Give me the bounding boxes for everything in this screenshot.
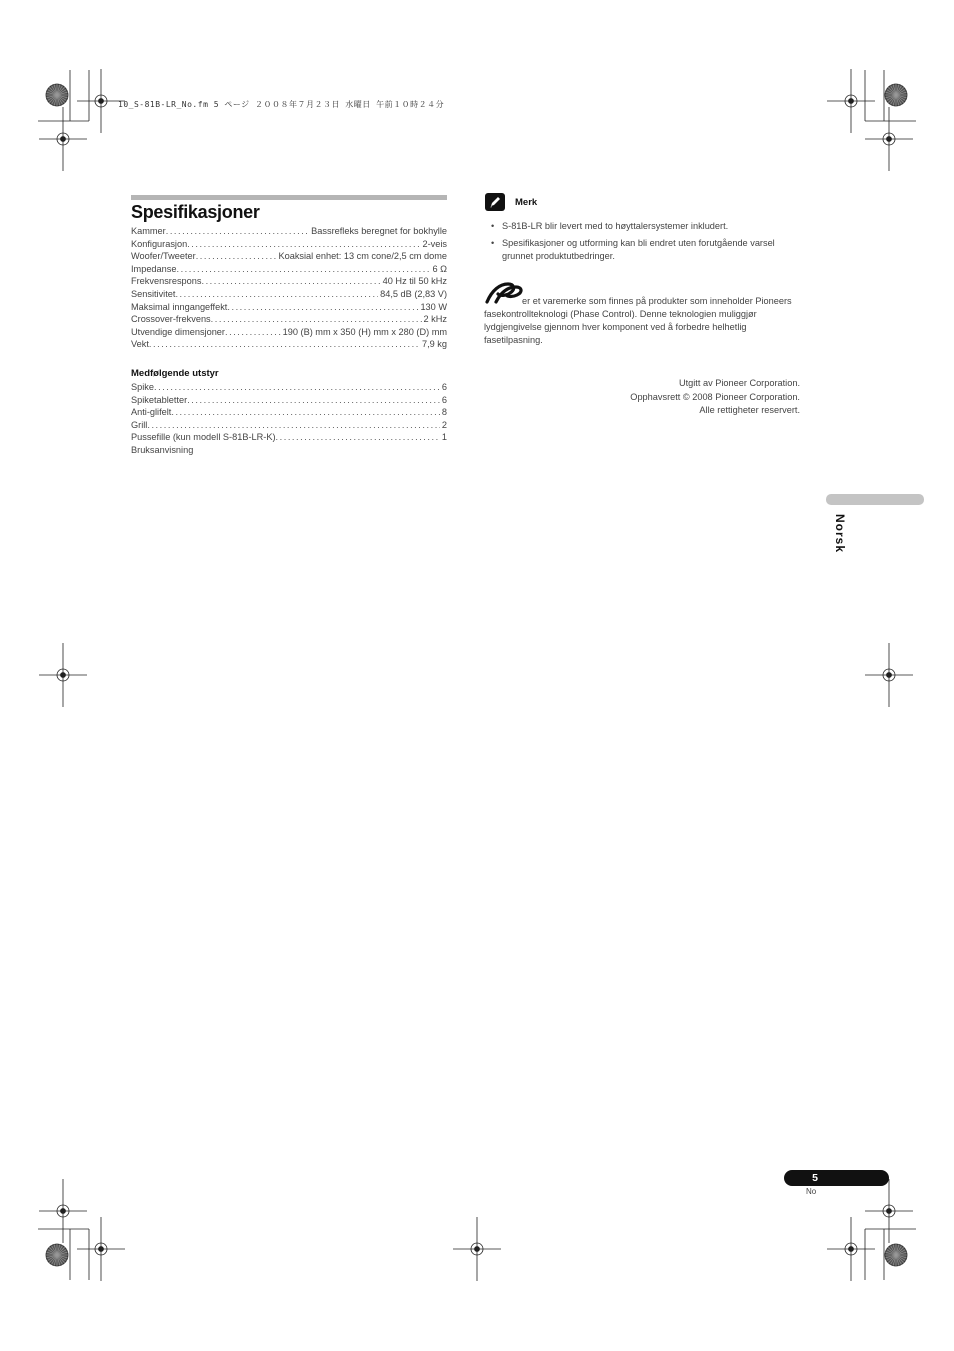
specs-title: Spesifikasjoner <box>131 202 260 222</box>
note-bullets <box>490 220 802 267</box>
publisher-block <box>560 377 800 418</box>
copyright-line: Opphavsrett © 2008 Pioneer Corporation. <box>630 391 800 402</box>
section-title-bar <box>131 195 447 200</box>
accessory-row: Pussefille (kun modell S-81B-LR-K) . . . 1 <box>131 431 447 444</box>
registration-rosette <box>885 84 907 106</box>
spec-row: Impedanse . . . 6 Ω <box>131 263 447 276</box>
crosshair-mark <box>827 69 875 133</box>
page-language-code: No <box>806 1187 817 1196</box>
rights-line: Alle rettigheter reservert. <box>699 405 800 415</box>
crosshair-mark <box>827 1217 875 1281</box>
language-tab <box>826 494 924 505</box>
spec-row: Sensitivitet . . . 84,5 dB (2,83 V) <box>131 288 447 301</box>
spec-row: Frekvensrespons . . . 40 Hz til 50 kHz <box>131 275 447 288</box>
accessory-row: Spike . . . 6 <box>131 381 447 394</box>
crosshair-mark <box>865 107 913 171</box>
file-info-header: 10_S-81B-LR_No.fm 5 ページ ２００８年７月２３日 水曜日 午前１０時２４分 <box>118 100 445 109</box>
crosshair-mark <box>865 643 913 707</box>
specs-list <box>131 225 447 351</box>
crosshair-mark <box>453 1217 501 1281</box>
language-label: Norsk <box>833 514 847 554</box>
accessory-row: Anti-glifelt . . . 8 <box>131 406 447 419</box>
spec-row: Maksimal inngangeffekt . . . 130 W <box>131 301 447 314</box>
spec-row: Woofer/Tweeter . . . Koaksial enhet: 13 cm cone/2,5 cm dome <box>131 250 447 263</box>
registration-rosette <box>46 1244 68 1266</box>
crosshair-mark <box>39 107 87 171</box>
spec-row: Vekt . . . 7,9 kg <box>131 338 447 351</box>
phase-control-text: er et varemerke som finnes på produkter som inneholder Pioneers fasekontrollteknologi (Phase Control). Denne teknologien muliggjør lydgjengivelse gjennom hver komponent ved å forbedre helhetlig fasetilpasning. <box>484 296 792 345</box>
pencil-note-icon <box>485 193 505 211</box>
spec-row: Kammer . . . Bassrefleks beregnet for bokhylle <box>131 225 447 238</box>
spec-row: Utvendige dimensjoner . . . 190 (B) mm x 350 (H) mm x 280 (D) mm <box>131 326 447 339</box>
note-label: Merk <box>515 197 538 208</box>
crosshair-mark <box>39 1179 87 1243</box>
accessories-title: Medfølgende utstyr <box>131 368 219 379</box>
registration-rosette <box>885 1244 907 1266</box>
spec-row: Konfigurasjon . . . 2-veis <box>131 238 447 251</box>
list-item: • S-81B-LR blir levert med to høyttalersystemer inkludert. <box>490 220 802 233</box>
crosshair-mark <box>77 1217 125 1281</box>
crosshair-mark <box>865 1179 913 1243</box>
crosshair-mark <box>39 643 87 707</box>
page-number: 5 <box>812 1172 818 1184</box>
publisher-line: Utgitt av Pioneer Corporation. <box>678 378 800 388</box>
accessory-row: Spiketabletter . . . 6 <box>131 394 447 407</box>
accessories-list <box>131 381 447 457</box>
registration-rosette <box>46 84 68 106</box>
list-item: • Spesifikasjoner og utforming kan bli endret uten forutgående varsel grunnet produktutbedringer. <box>490 237 802 263</box>
accessory-row: Grill . . . 2 <box>131 419 447 432</box>
spec-row: Crossover-frekvens . . . 2 kHz <box>131 313 447 326</box>
accessory-row-last: Bruksanvisning <box>131 444 194 455</box>
